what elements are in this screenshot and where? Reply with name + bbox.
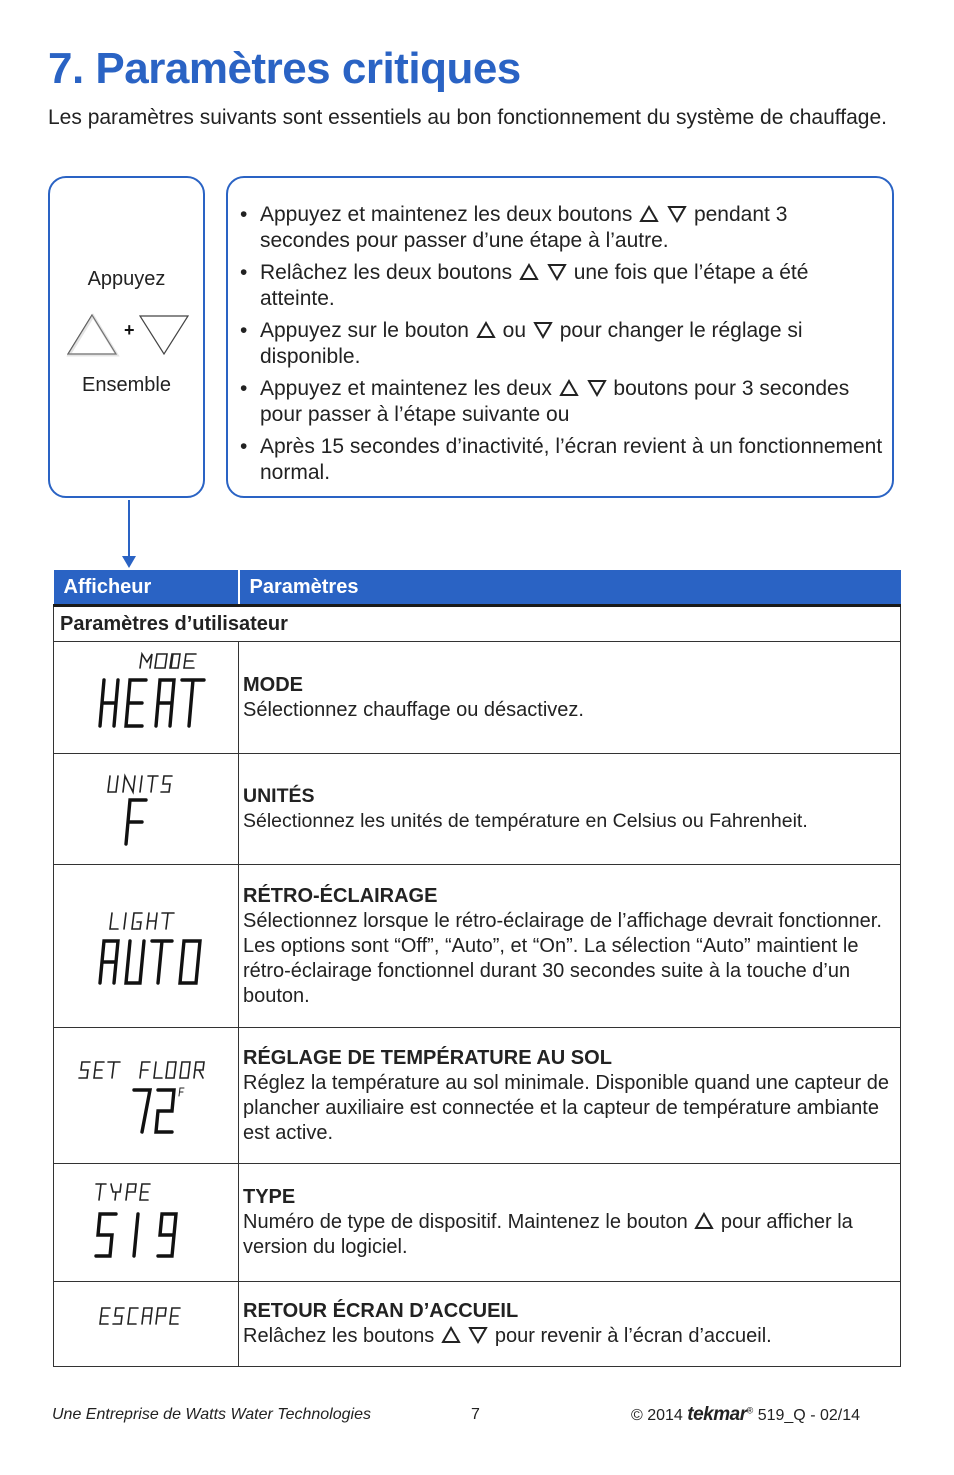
intro-text: Les paramètres suivants sont essentiels au bon fonctionnement du système de chauffage. xyxy=(48,106,887,129)
page-number: 7 xyxy=(471,1406,480,1423)
header-parameters: Paramètres xyxy=(239,570,901,606)
lcd-display xyxy=(54,754,239,865)
row-description xyxy=(239,865,901,1028)
table-header-row xyxy=(54,570,901,606)
row-text: Sélectionnez chauffage ou désactivez. xyxy=(243,698,584,721)
doc-code: 519_Q - 02/14 xyxy=(757,1407,860,1424)
registered-mark: ® xyxy=(746,1405,754,1416)
table-row xyxy=(54,865,901,1028)
connector-line xyxy=(128,500,130,558)
up-down-buttons-icon xyxy=(64,312,194,358)
table-row xyxy=(54,1164,901,1282)
lcd-screen xyxy=(54,642,238,747)
page-title: 7. Paramètres critiques xyxy=(48,44,521,93)
lcd-screen xyxy=(54,1028,238,1157)
instructions-list xyxy=(238,202,883,492)
row-title: UNITÉS xyxy=(243,785,315,807)
row-description xyxy=(239,1028,901,1164)
row-title: RETOUR ÉCRAN D’ACCUEIL xyxy=(243,1300,519,1322)
section-row xyxy=(54,606,901,642)
table-row xyxy=(54,754,901,865)
row-title: TYPE xyxy=(243,1186,296,1208)
up-triangle-icon xyxy=(559,379,579,397)
row-text: Numéro de type de dispositif. Maintenez le bouton pour afficher la version du logiciel. xyxy=(243,1211,853,1258)
lcd-display xyxy=(54,1282,239,1367)
instruction-item: • Appuyez et maintenez les deux boutons pendant 3 secondes pour passer d’une étape à l’autre. xyxy=(240,203,788,252)
up-triangle-icon xyxy=(519,263,539,281)
plus-sign: + xyxy=(124,320,135,340)
lcd-screen xyxy=(54,1282,238,1360)
instruction-item: • Appuyez et maintenez les deux boutons pour 3 secondes pour passer à l’étape suivante ou xyxy=(240,377,850,426)
lcd-screen xyxy=(54,865,238,1021)
down-triangle-icon xyxy=(587,379,607,397)
table-row xyxy=(54,1282,901,1367)
button-combo-box xyxy=(48,176,205,498)
lcd-display xyxy=(54,642,239,754)
table-row xyxy=(54,642,901,754)
footer-doc-info xyxy=(631,1404,860,1426)
lcd-display xyxy=(54,1028,239,1164)
set-label: Ensemble xyxy=(82,374,171,396)
row-text: Sélectionnez les unités de température en Celsius ou Fahrenheit. xyxy=(243,810,808,832)
row-title: RÉTRO-ÉCLAIRAGE xyxy=(243,884,438,907)
instructions-box xyxy=(226,176,894,498)
press-label: Appuyez xyxy=(87,268,166,290)
row-description xyxy=(239,754,901,865)
instruction-item: • Après 15 secondes d’inactivité, l’écran revient à un fonctionnement normal. xyxy=(240,435,883,484)
row-text: Sélectionnez lorsque le rétro-éclairage de l’affichage devrait fonctionner. Les options sont “Off”, “Auto”, et “On”. La sélection “Auto” maintient le rétro-éclairage fonctionnel durant 30 secondes suite à la touche d’un bouton. xyxy=(243,909,882,1007)
row-description xyxy=(239,1164,901,1282)
footer-company: Une Entreprise de Watts Water Technologies xyxy=(52,1406,371,1423)
up-triangle-icon xyxy=(476,321,496,339)
parameters-table xyxy=(53,570,901,1367)
section-title: Paramètres d’utilisateur xyxy=(54,606,901,642)
row-title: RÉGLAGE DE TEMPÉRATURE AU SOL xyxy=(243,1046,612,1069)
instruction-item: • Relâchez les deux boutons une fois que l’étape a été atteinte. xyxy=(240,261,809,310)
down-triangle-icon xyxy=(667,205,687,223)
up-triangle-icon xyxy=(441,1326,461,1344)
lcd-screen xyxy=(54,1164,238,1275)
row-description xyxy=(239,642,901,754)
down-triangle-icon xyxy=(533,321,553,339)
brand-logo: tekmar xyxy=(687,1404,747,1425)
row-description xyxy=(239,1282,901,1367)
lcd-display xyxy=(54,865,239,1028)
lcd-screen xyxy=(54,754,238,858)
row-title: MODE xyxy=(243,673,303,696)
up-triangle-icon xyxy=(694,1212,714,1230)
table-row xyxy=(54,1028,901,1164)
arrow-down-icon xyxy=(122,556,136,568)
row-text: Réglez la température au sol minimale. Disponible quand une capteur de plancher auxiliaire est connectée et la capteur de température ambiante est active. xyxy=(243,1071,889,1144)
header-display: Afficheur xyxy=(54,570,239,606)
lcd-display xyxy=(54,1164,239,1282)
instruction-item: • Appuyez sur le bouton ou pour changer le réglage si disponible. xyxy=(240,319,803,368)
up-triangle-icon xyxy=(639,205,659,223)
row-text: Relâchez les boutons pour revenir à l’écran d’accueil. xyxy=(243,1325,772,1347)
copyright: © 2014 xyxy=(631,1407,683,1424)
down-triangle-icon xyxy=(547,263,567,281)
down-triangle-icon xyxy=(468,1326,488,1344)
